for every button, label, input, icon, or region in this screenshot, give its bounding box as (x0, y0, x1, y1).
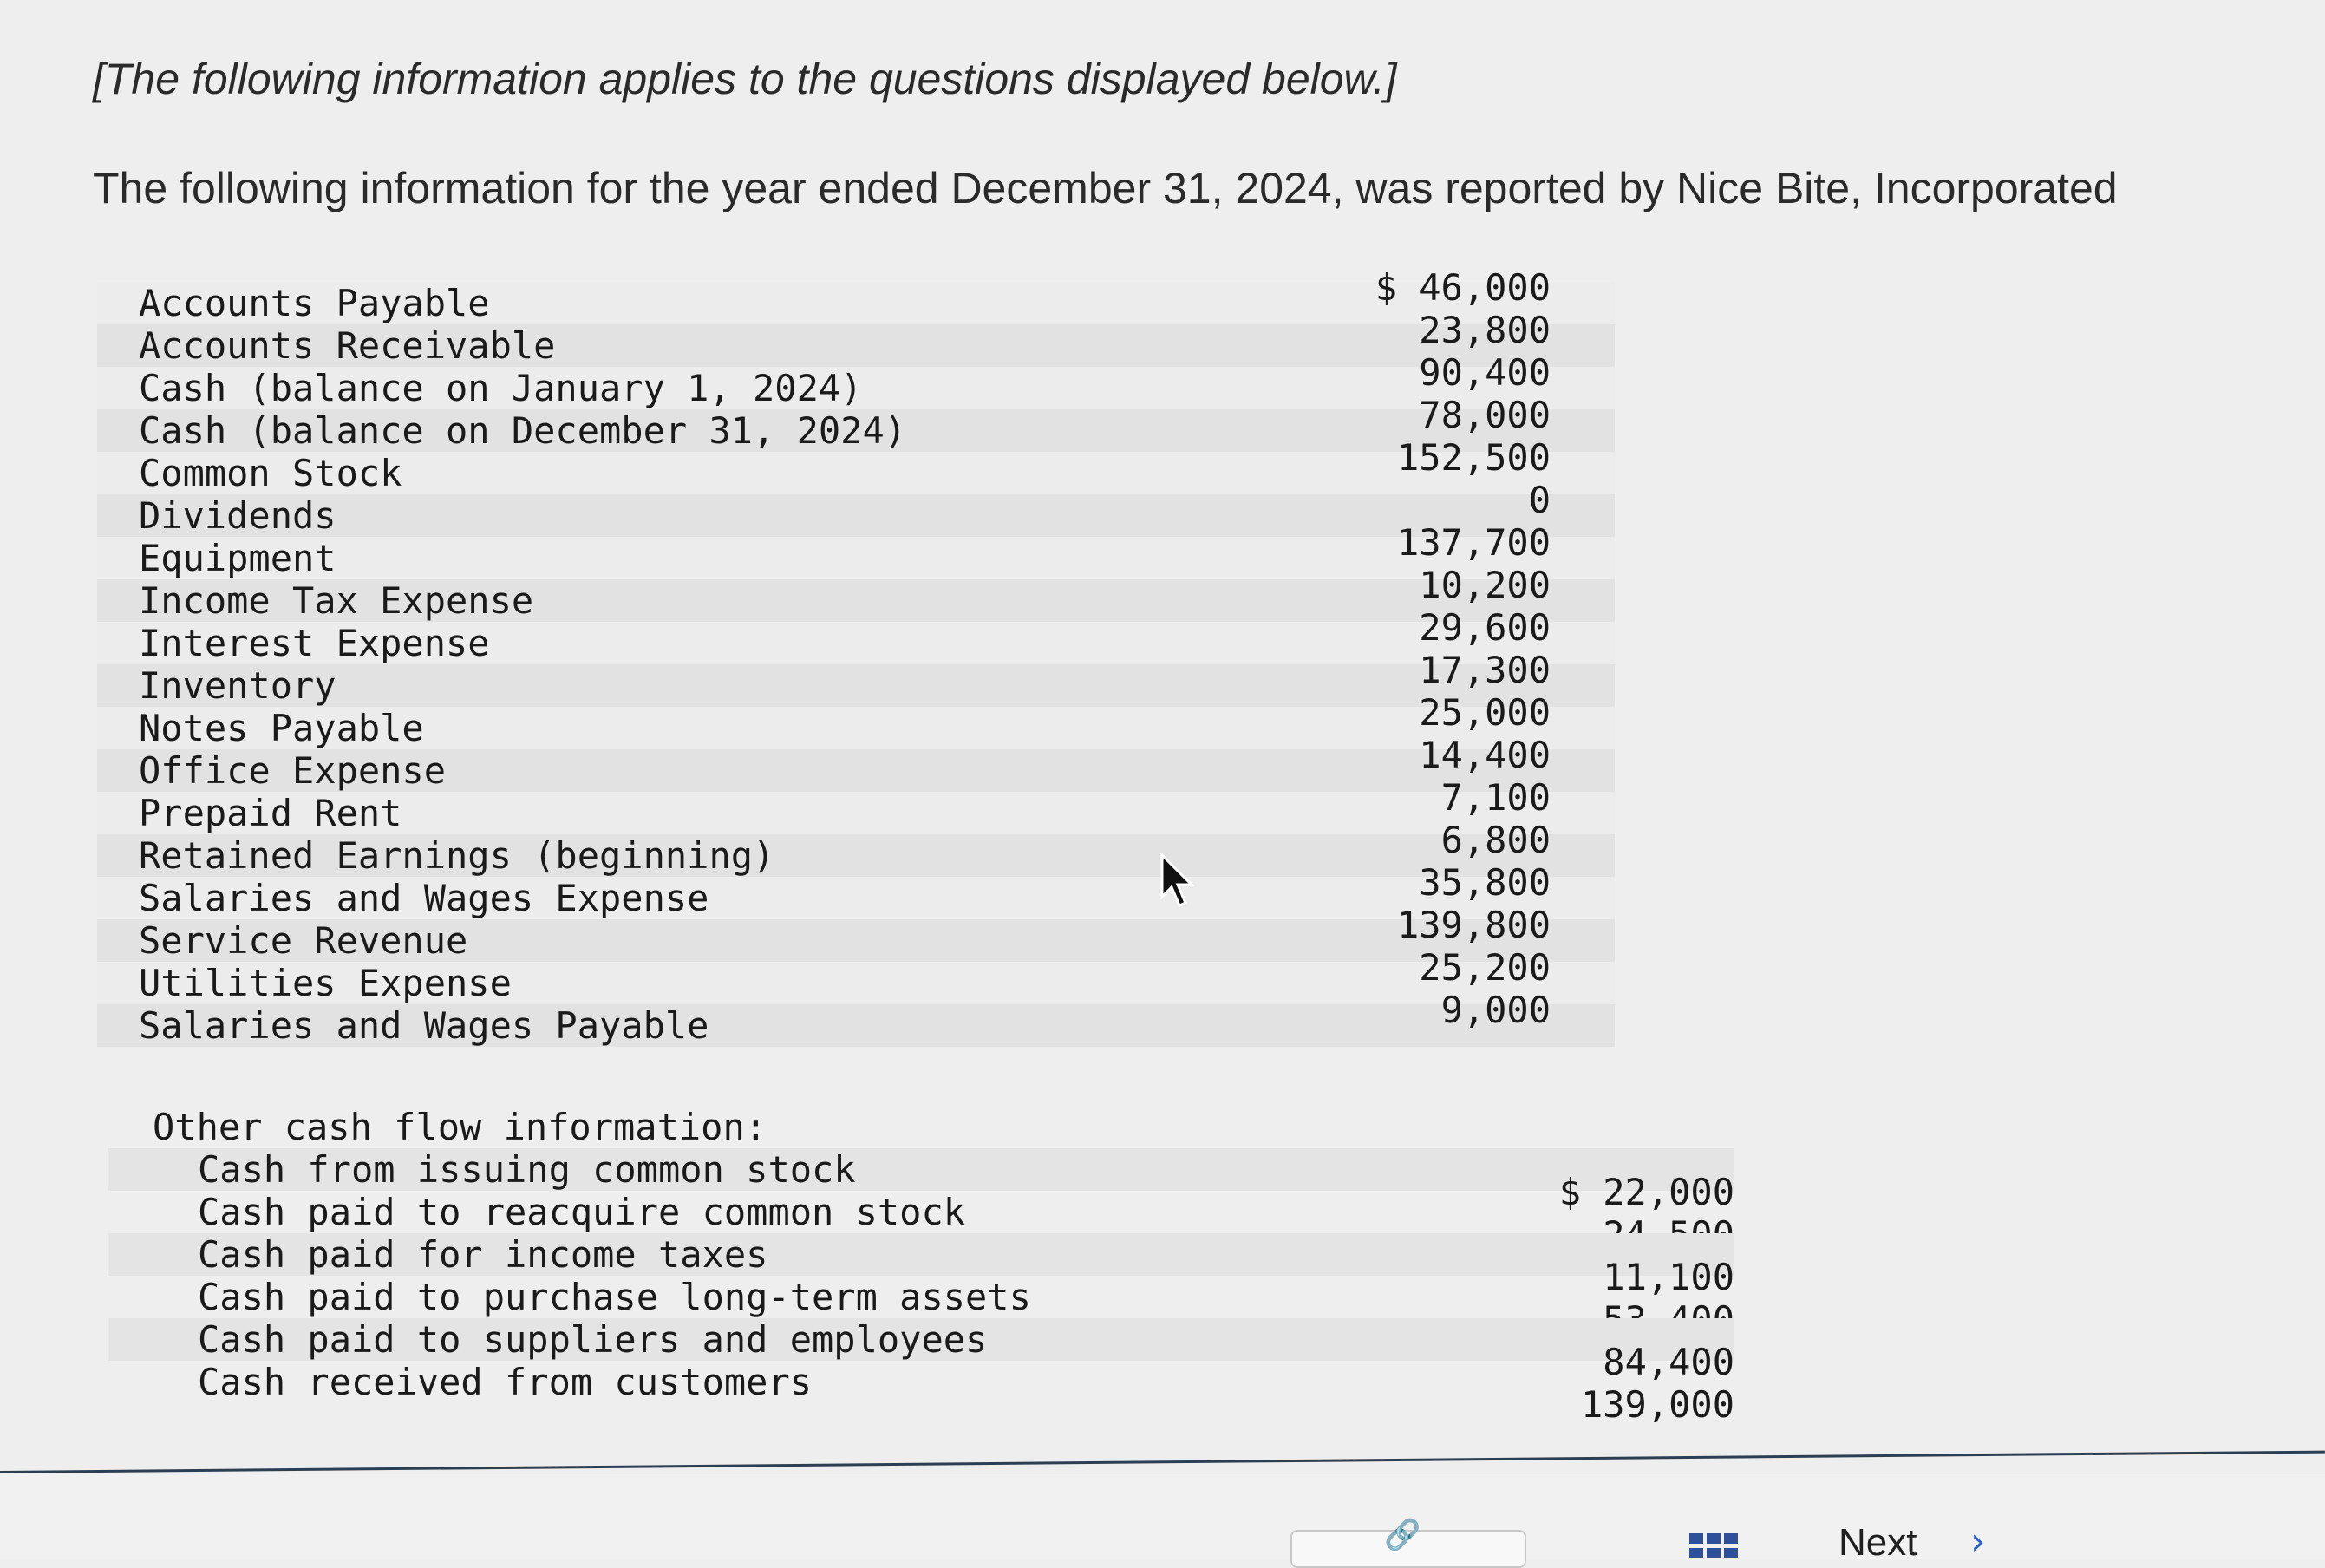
question-grid-icon[interactable] (1689, 1533, 1738, 1559)
row-label: Cash from issuing common stock (198, 1148, 856, 1191)
row-value: 139,800 (1396, 904, 1551, 946)
table-row (97, 436, 1615, 494)
next-button[interactable]: Next (1838, 1521, 1917, 1564)
row-value: 25,000 (1419, 691, 1551, 734)
row-value: 11,100 (1603, 1256, 1734, 1298)
chevron-right-icon[interactable]: › (1970, 1519, 1986, 1564)
row-label: Cash paid for income taxes (198, 1233, 768, 1276)
table-row (97, 521, 1615, 579)
table-row (97, 564, 1615, 622)
row-label: Common Stock (139, 452, 402, 494)
table-row (97, 691, 1615, 749)
table-row (97, 904, 1615, 962)
row-value: 6,800 (1440, 819, 1551, 861)
table-row (97, 351, 1615, 409)
row-value: 9,000 (1440, 989, 1551, 1031)
row-value: 7,100 (1440, 776, 1551, 819)
row-value: 0 (1528, 479, 1551, 521)
other-cash-flow-table (108, 1106, 1734, 1426)
row-label: Inventory (139, 664, 336, 707)
row-label: Office Expense (139, 749, 447, 792)
table-row (97, 819, 1615, 877)
row-value: 29,600 (1419, 606, 1551, 649)
mouse-cursor-icon (1159, 853, 1198, 909)
table-row (108, 1361, 1734, 1426)
link-icon[interactable]: 🔗 (1384, 1518, 1421, 1552)
row-value: 25,200 (1419, 946, 1551, 989)
row-label: Accounts Receivable (139, 324, 556, 367)
row-value: 23,800 (1419, 309, 1551, 351)
row-value: 90,400 (1419, 351, 1551, 394)
row-label: Dividends (139, 494, 336, 537)
row-label: Cash paid to purchase long-term assets (198, 1276, 1031, 1318)
table-row (97, 394, 1615, 452)
row-value: 139,000 (1580, 1383, 1734, 1426)
row-label: Prepaid Rent (139, 792, 402, 834)
table-row (97, 946, 1615, 1004)
row-value: 14,400 (1419, 734, 1551, 776)
row-label: Retained Earnings (beginning) (139, 834, 775, 877)
table-row (97, 266, 1615, 324)
row-label: Cash paid to suppliers and employees (198, 1318, 988, 1361)
row-value: 17,300 (1419, 649, 1551, 691)
section-heading: Other cash flow information: (153, 1106, 767, 1148)
row-label: Salaries and Wages Expense (139, 877, 709, 919)
intro-note: [The following information applies to the questions displayed below.] (93, 55, 1397, 103)
row-label: Cash (balance on December 31, 2024) (139, 409, 907, 452)
row-label: Equipment (139, 537, 336, 579)
row-label: Utilities Expense (139, 962, 512, 1004)
accounts-table (97, 266, 1615, 1047)
row-label: Income Tax Expense (139, 579, 534, 622)
row-label: Cash paid to reacquire common stock (198, 1191, 966, 1233)
table-row (108, 1276, 1734, 1318)
row-value: $ 22,000 (1558, 1171, 1734, 1213)
table-row (97, 649, 1615, 707)
row-value: 35,800 (1419, 861, 1551, 904)
row-label: Cash received from customers (198, 1361, 813, 1403)
table-row (97, 606, 1615, 664)
row-value: $ 46,000 (1375, 266, 1551, 309)
lead-text: The following information for the year ended December 31, 2024, was reported by Nice Bite, Incorporated (93, 164, 2118, 212)
section-divider (0, 1451, 2325, 1473)
table-row (97, 479, 1615, 537)
row-value: 10,200 (1419, 564, 1551, 606)
table-row (108, 1191, 1734, 1233)
table-row (97, 309, 1615, 367)
row-value: 84,400 (1603, 1341, 1734, 1383)
table-row (97, 734, 1615, 792)
table-heading-row (108, 1106, 1734, 1148)
row-value: 152,500 (1396, 436, 1551, 479)
table-row (97, 776, 1615, 834)
table-row (97, 989, 1615, 1047)
row-label: Notes Payable (139, 707, 424, 749)
row-value: 137,700 (1396, 521, 1551, 564)
row-value: 78,000 (1419, 394, 1551, 436)
row-label: Cash (balance on January 1, 2024) (139, 367, 863, 409)
row-label: Interest Expense (139, 622, 490, 664)
row-label: Service Revenue (139, 919, 468, 962)
row-label: Accounts Payable (139, 282, 490, 324)
table-row (97, 861, 1615, 919)
row-label: Salaries and Wages Payable (139, 1004, 709, 1047)
